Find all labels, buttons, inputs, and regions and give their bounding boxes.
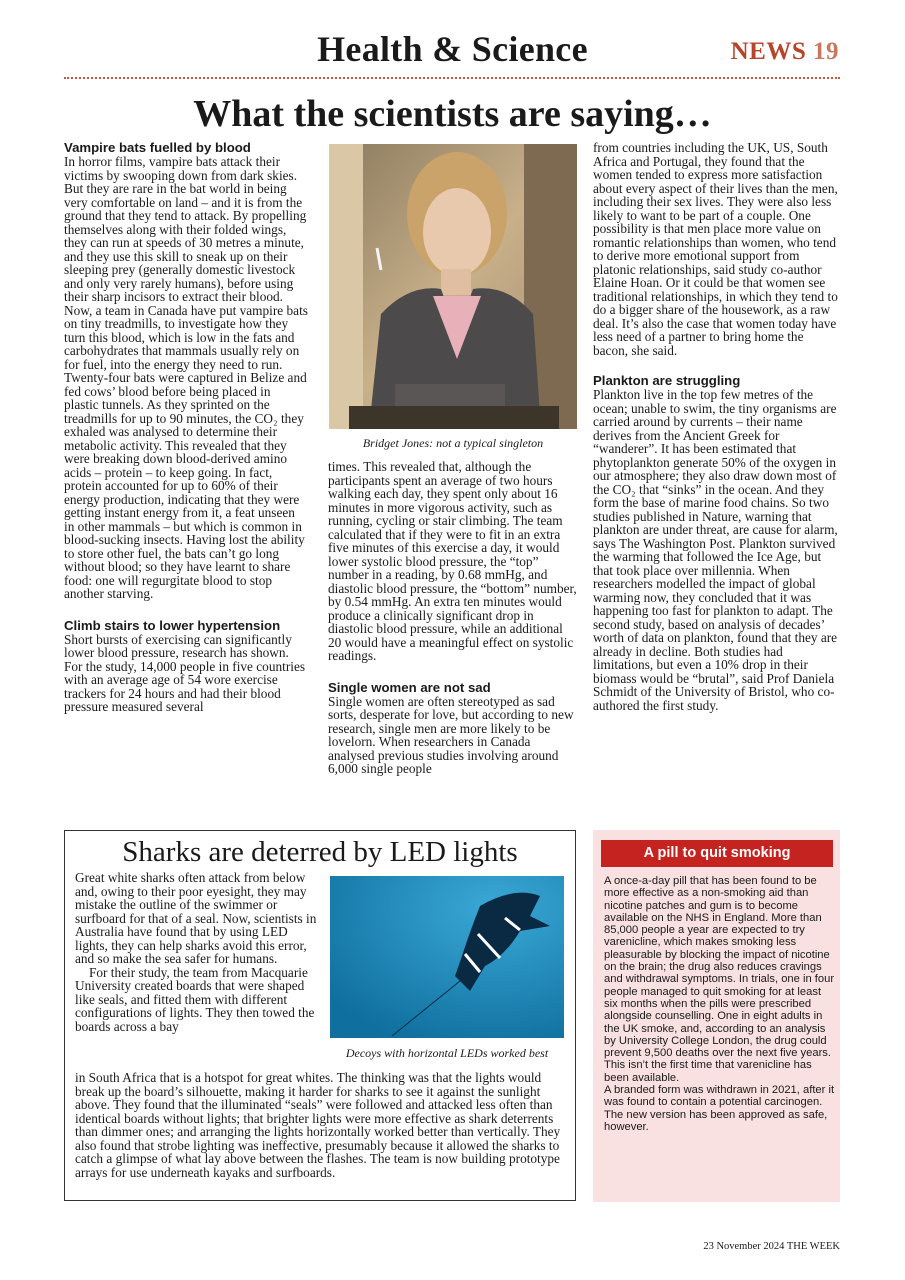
sharks-para-1: Great white sharks often attack from below and, owing to their poor eyesight, they may mistake the outline of the swimmer or surfboard for that of a seal. Now, scientists in Australia have found that by using LED lights, they can help sharks avoid this error, and so make the sea safer for humans. [75,870,317,966]
shark-decoy-photo [330,876,564,1038]
column-left [64,141,308,714]
news-label: NEWS [730,38,807,65]
pill-body-wrap [604,875,836,1133]
column-right [593,141,840,712]
sharks-body-wrap [75,871,318,1033]
page-headline: What the scientists are saying… [193,93,712,135]
stairs-body: Short bursts of exercising can significantly lower blood pressure, research has shown. For the study, 14,000 people in five countries with an average age of 54 wore exercise trackers for 24 hours and had their blood pressure measured several [64,631,306,714]
single-headline: Single women are not sad [328,679,491,695]
pill-body: A once-a-day pill that has been found to be more effective as a non-smoking aid than nicotine patches and gum is to become available on the NHS in England. More than 85,000 people a year are expected to try varenicline, which makes smoking less pleasurable by blocking the impact of nicotine on the brain; the drug also reduces cravings and withdrawal symptoms. In trials, one in four people managed to quit smoking for at least six months when the pills were prescribed alongside counselling. One in eight adults in the UK smoke, and, according to an analysis by University College London, the drug could prevent 9,500 deaths over the next five years. This isn’t the first time that varenicline has been available. [604,875,835,1084]
footer [703,1241,840,1252]
sharks-headline: Sharks are deterred by LED lights [122,836,518,868]
section-title: Health & Science [317,29,588,69]
single-body: Single women are often stereotyped as sad sorts, desperate for love, but according to new research, single men are more likely to be lovelorn. When researchers in Canada analysed previous studies involving around 6,000 single people [328,693,574,776]
pill-body-2: A branded form was withdrawn in 2021, after it was found to contain a potential carcinogen. The new version has been approved as safe, however. [604,1084,835,1133]
bridget-jones-photo [329,144,577,429]
photo-illustration [329,144,577,429]
header-divider [64,77,840,79]
page-number: 19 [813,38,839,65]
column-middle [328,460,578,776]
publication-name: THE WEEK [786,1241,840,1252]
sharks-para-2-start: For their study, the team from Macquarie University created boards that were shaped like seals, and fitted them with different configurations of lights. They then towed the boards across a bay [75,964,315,1034]
bats-body: In horror films, vampire bats attack their victims by swooping down from dark skies. But they are rare in the bat world in being very comfortable on land – and it is from the ground that they tend to attack. By propelling themselves along with their folded wings, they can run at speeds of 30 metres a minute, and they use this skill to sneak up on their sleeping prey (generally domestic livestock and only very rarely humans), before using their sharp incisors to extract their blood. Now, a team in Canada have put vampire bats on tiny treadmills, to investigate how they turn this blood, which is low in the fats and carbohydrates that mammals usually rely on for fuel, into the energy they need to run. Twenty-four bats were captured in Belize and fed cows’ blood before being placed in plastic tunnels. As they sprinted on the treadmills for up to 90 minutes, the CO₂ they exhaled was analysed to determine their metabolic activity. This revealed that they were breaking down blood-derived amino acids – protein – to keep going. In fact, protein accounted for up to 60% of their energy production, indicating that they were getting instant energy from it, a feat unseen in other mammals – but which is common in blood-sucking insects. Having lost the ability to store other fuel, the bats can’t go long without blood; so they have learnt to share food: one will regurgitate blood to stop another starving. [64,154,308,601]
shark-photo-caption: Decoys with horizontal LEDs worked best [345,1046,549,1060]
decoy-illustration [330,876,564,1038]
stairs-body-continued: times. This revealed that, although the participants spent an average of two hours walking each day, they spent only about 16 minutes in more vigorous activity, such as running, cycling or stair climbing. The team calculated that if they were to fit in an extra five minutes of this exercise a day, it would lower systolic blood pressure, the “top” number in a reading, by 0.68 mmHg, and diastolic blood pressure, the “bottom” number, by 0.54 mmHg. An extra ten minutes would produce a clinically significant drop in diastolic blood pressure, while an additional 20 would have a meaningful effect on systolic readings. [328,459,577,663]
stairs-headline: Climb stairs to lower hypertension [64,617,281,633]
news-page-label [731,38,839,66]
photo-caption: Bridget Jones: not a typical singleton [362,436,544,450]
issue-date: 23 November 2024 [703,1241,785,1252]
bats-headline: Vampire bats fuelled by blood [64,140,251,155]
sharks-para-2-end: in South Africa that is a hotspot for great whites. The thinking was that the lights would break up the board’s silhouette, making it harder for sharks to see it against the sunlight above. They found that the illuminated “seals” were followed and attacked less often than identical boards without lights; that brighter lights were more effective as shark deterrents than dimmer ones; and arranging the lights horizontally worked better than vertically. They also found that strobe lighting was ineffective, presumably because it allowed the sharks to catch a glimpse of what lay above between the flashes. The team is now building prototype arrays for use underneath kayaks and surfboards. [75,1070,561,1180]
single-body-continued: from countries including the UK, US, South Africa and Portugal, they found that the women tended to express more satisfaction about every aspect of their lives than the men, including their sex lives. They were also less likely to want to be part of a couple. One possibility is that men place more value on romantic relationships than women, who tend to derive more emotional support from platonic relationships, said study co-author Elaine Hoan. Or it could be that women see traditional relationships, in which they tend to do a bigger share of the housework, as a raw deal. It’s also the case that women today have less need of a partner to bring home the bacon, she said. [593,140,838,358]
pill-headline: A pill to quit smoking [601,840,833,867]
sharks-body-full [75,1071,567,1179]
plankton-headline: Plankton are struggling [593,373,741,388]
plankton-body: Plankton live in the top few metres of the ocean; unable to swim, the tiny organisms are carried around by currents – their name derives from the Ancient Greek for “wanderer”. It has been estimated that phytoplankton generate 50% of the oxygen in our atmosphere; they also draw down most of the CO₂ that “sinks” in the ocean. And they form the base of marine food chains. So two studies published in Nature, warning that plankton are under threat, are cause for alarm, says The Washington Post. Plankton survived the warming that followed the Ice Age, but that took place over millennia. When researchers modelled the impact of global warming now, they concluded that it was happening too fast for plankton to adapt. The second study, based on analysis of decades’ worth of data on plankton, found that they are already in decline. Both studies had limitations, but even a 10% drop in their biomass would be “brutal”, said Prof Daniela Schmidt of the University of Bristol, who co-authored the first study. [593,387,838,713]
